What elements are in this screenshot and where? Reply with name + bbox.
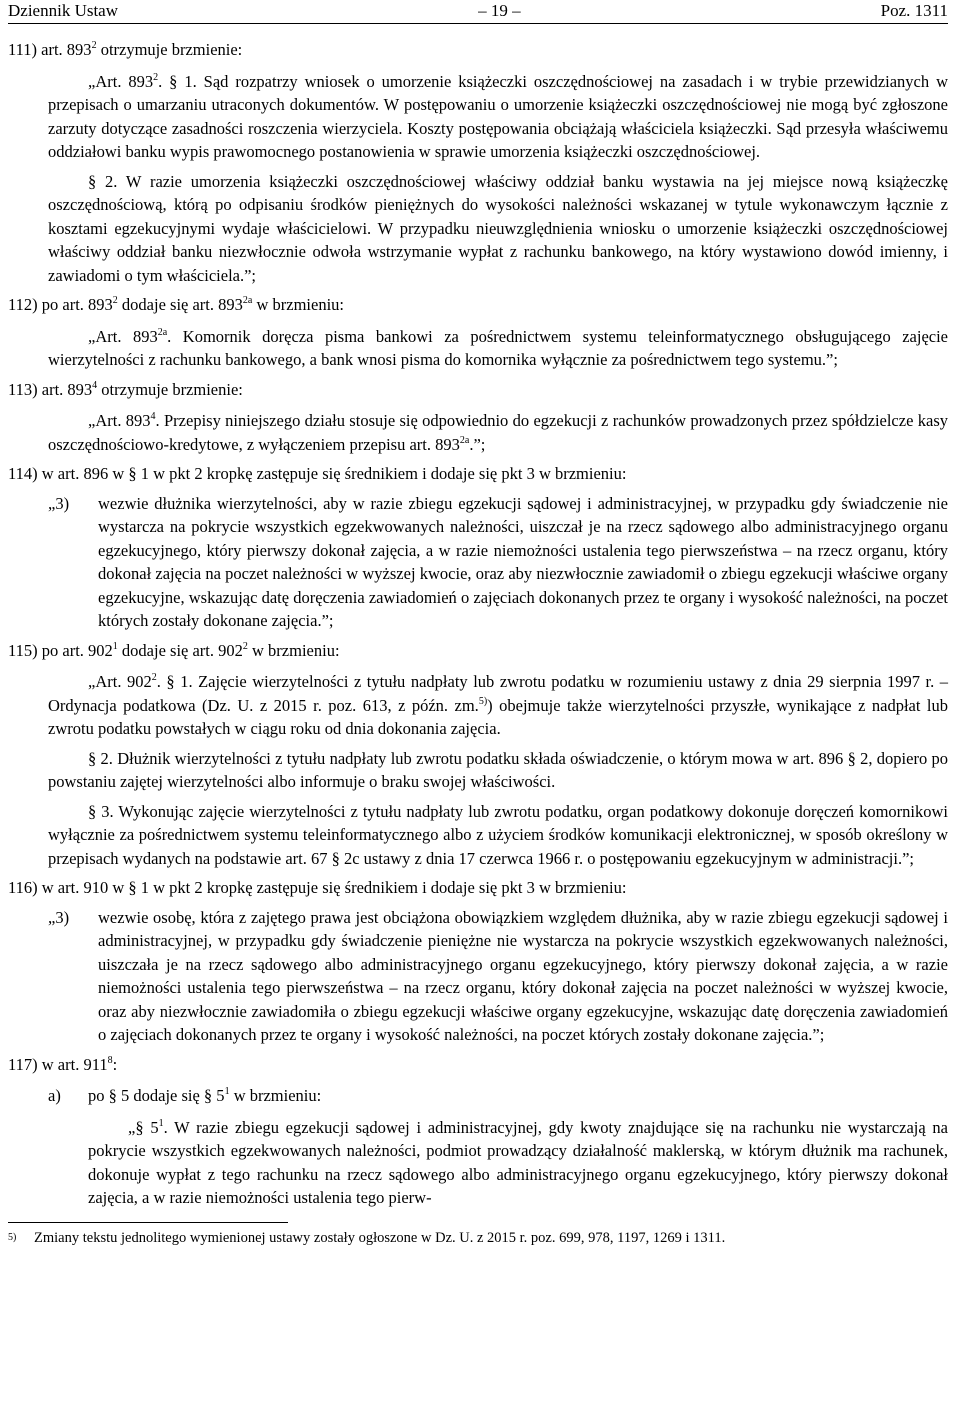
- amendment-112: [8, 293, 948, 372]
- amendment-111: [8, 38, 948, 287]
- amendment-intro: 117) w art. $911^8$:: [8, 1054, 118, 1074]
- amendment-intro: 116) w art. 910 w § 1 w pkt 2 kropkę zastępuje się średnikiem i dodaje się pkt 3 w brzmieniu:: [8, 878, 627, 897]
- amendment-text: [8, 325, 948, 372]
- footnote-ref: 5): [478, 695, 488, 707]
- amendment-text: [8, 409, 948, 456]
- journal-name: Dziennik Ustaw: [8, 1, 119, 20]
- position-number: Poz. 1311: [880, 1, 948, 20]
- amendment-intro: 111) art. $893^2$ otrzymuje brzmienie:: [8, 40, 243, 59]
- point-text: wezwie dłużnika wierzytelności, aby w razie zbiegu egzekucji sądowej i administracyjnej, w przypadku gdy świadczenie nie wystarcza na pokrycie wszystkich egzekwowanych należności, uiszczał je na rzecz sądowego albo administracyjnego organu egzekucyjnego, który pierwszy dokonał zajęcia, a w razie niemożności ustalenia tego pierwszeństwa – na rzecz organu, który dokonał zajęcia na poczet należności w wyższej kwocie, oraz aby niezwłocznie zawiadomił o zbiegu egzekucji właściwe organy egzekucyjne, wskazując datę doręczenia zawiadomień o zajęciach dokonanych przez te organy i wysokość należności, na poczet których zostały dokonane zajęcia.”;: [98, 493, 948, 630]
- footnote-text: Zmiany tekstu jednolitego wymienionej ustawy zostały ogłoszone w Dz. U. z 2015 r. poz. 699, 978, 1197, 1269 i 1311.: [34, 1229, 726, 1246]
- amendment-text: [8, 70, 948, 288]
- paragraph: „§ $5^1$. W razie zbiegu egzekucji sądowej i administracyjnej, gdy kwoty znajdujące się na rachunku nie wystarczają na pokrycie wszystkich egzekwowanych należności, podmiot prowadzący działalność maklerską, w którym dłużnik ma rachunek, dokonuje wypłat z tego rachunku na rzecz sądowego albo administracyjnego organu egzekucyjnego, który pierwszy dokonał zajęcia, a w razie niemożności ustalenia tego pierw-: [88, 1117, 948, 1207]
- paragraph: „Art. $893^{2a}$. Komornik doręcza pisma bankowi za pośrednictwem systemu teleinformatycznego obsługującego zajęcie wierzytelności z rachunku bankowego, a bank wnosi pisma do komornika wyłącznie za pośrednictwem tego systemu.”;: [48, 326, 948, 369]
- letter-number: a): [48, 1086, 61, 1105]
- point-number: „3): [48, 493, 70, 513]
- amendment-116: [8, 876, 948, 1047]
- point-3: [8, 906, 948, 1047]
- amendment-115: [8, 639, 948, 871]
- amendment-113: [8, 378, 948, 457]
- point-3: [8, 492, 948, 633]
- page-header: [8, 0, 948, 21]
- footnote: [8, 1229, 948, 1247]
- paragraph: § 2. W razie umorzenia książeczki oszczędnościowej właściwy oddział banku wystawia na jej miejsce nową książeczkę oszczędnościową, którą po odpisaniu środków pieniężnych do wysokości należności wskazanej w tytule wykonawczym łącznie z kosztami egzekucyjnymi wydaje właścicielowi. W przypadku nieuwzględnienia wniosku o umorzenie książeczki oszczędnościowej właściwy oddział banku niezwłocznie odwoła wstrzymanie wypłat z rachunku bankowego, na który wystawiono dowód imienny, i zawiadomi o tym właściciela.”;: [48, 171, 948, 285]
- amendment-intro: 114) w art. 896 w § 1 w pkt 2 kropkę zastępuje się średnikiem i dodaje się pkt 3 w brzmieniu:: [8, 464, 627, 483]
- amendment-117: [8, 1053, 948, 1210]
- header-rule: [8, 23, 948, 24]
- letter-a: [8, 1084, 948, 1108]
- amendment-114: [8, 462, 948, 633]
- amendment-text: [8, 670, 948, 870]
- paragraph: § 3. Wykonując zajęcie wierzytelności z tytułu nadpłaty lub zwrotu podatku, organ podatkowy dokonuje doręczeń komornikowi wyłącznie za pośrednictwem systemu teleinformatycznego albo z użyciem środków komunikacji elektronicznej, w sposób określony w przepisach wydanych na podstawie art. 67 § 2c ustawy z dnia 17 czerwca 1966 r. o postępowaniu egzekucyjnym w administracji.”;: [48, 801, 948, 868]
- paragraph: „Art. $902^2$. § 1. Zajęcie wierzytelności z tytułu nadpłaty lub zwrotu podatku w rozumieniu ustawy z dnia 29 sierpnia 1997 r. – Ordynacja podatkowa (Dz. U. z 2015 r. poz. 613, z późn. zm.$^{5)}$) obejmuje także wierzytelności przyszłe, wynikające z nadpłat lub zwrotu podatku powstałych w ciągu roku od dnia dokonania zajęcia.: [48, 672, 948, 738]
- paragraph: „Art. $893^4$. Przepisy niniejszego działu stosuje się odpowiednio do egzekucji z rachunków prowadzonych przez spółdzielcze kasy oszczędnościowo-kredytowe, z wyłączeniem przepisu art. $893^{2a}$.”;: [48, 411, 948, 454]
- point-number: „3): [48, 907, 70, 927]
- letter-text: po § 5 dodaje się § $5^1$ w brzmieniu:: [88, 1086, 322, 1105]
- amendment-intro: 113) art. $893^4$ otrzymuje brzmienie:: [8, 379, 243, 399]
- paragraph: § 2. Dłużnik wierzytelności z tytułu nadpłaty lub zwrotu podatku składa oświadczenie, o którym mowa w art. 896 § 2, dopiero po powstaniu zajętej wierzytelności albo informuje o braku swojej właściwości.: [48, 748, 948, 791]
- page-number: – 19 –: [478, 1, 521, 20]
- footnote-rule: [8, 1222, 288, 1223]
- amendment-intro: 115) po art. $902^1$ dodaje się art. $902^2$ w brzmieniu:: [8, 640, 340, 660]
- amendment-intro: 112) po art. $893^2$ dodaje się art. $893^{2a}$ w brzmieniu:: [8, 295, 344, 314]
- amendment-text: [8, 1116, 948, 1210]
- footnote-number: 5): [8, 1231, 17, 1243]
- paragraph: „Art. $893^2$. § 1. Sąd rozpatrzy wniosek o umorzenie książeczki oszczędnościowej na zasadach i w trybie przewidzianych w przepisach o umarzaniu utraconych dokumentów. W postępowaniu o umorzenie książeczki oszczędnościowej nie mogą być zgłoszone zarzuty dotyczące zasadności roszczenia wierzyciela. Koszty postępowania obciążają właściciela książeczki. Sąd przesyła właściwemu oddziałowi banku wypis prawomocnego postanowienia w sprawie umorzenia książeczki oszczędnościowej.: [48, 71, 948, 161]
- point-text: wezwie osobę, która z zajętego prawa jest obciążona obowiązkiem względem dłużnika, aby w razie zbiegu egzekucji sądowej i administracyjnej, w przypadku gdy świadczenie pieniężne nie wystarcza na pokrycie wszystkich egzekwowanych należności, uiszczała je na rzecz sądowego albo administracyjnego organu egzekucyjnego, który pierwszy dokonał zajęcia, a w razie niemożności ustalenia tego pierwszeństwa – na rzecz organu, który dokonał zajęcia na poczet należności w wyższej kwocie, oraz aby niezwłocznie zawiadomiła o zbiegu egzekucji właściwe organy egzekucyjne, wskazując datę doręczenia zawiadomień o zajęciach dokonanych przez te organy i wysokość należności, na poczet których zostały dokonane zajęcia.”;: [98, 907, 948, 1044]
